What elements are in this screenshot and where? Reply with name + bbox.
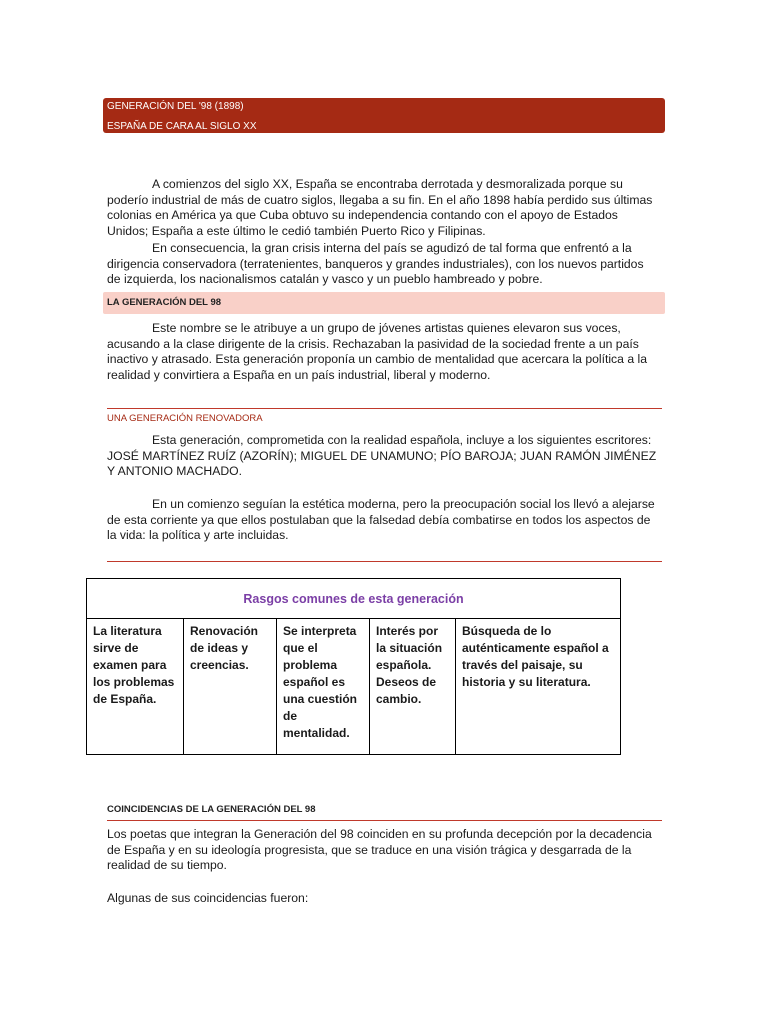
divider-line <box>107 820 662 821</box>
banner-title: GENERACIÓN DEL '98 (1898) <box>107 101 244 112</box>
renovadora-paragraph-2: En un comienzo seguían la estética moderna, pero la preocupación social los llevó a alejarse de esta corriente ya que ellos postulaban que la falsedad debía combatirse en todos los aspectos de la vida: la política y arte incluidas. <box>107 497 655 542</box>
divider-line <box>107 408 662 409</box>
generacion-paragraph: Este nombre se le atribuye a un grupo de jóvenes artistas quienes elevaron sus voces, acusando a la clase dirigente de la crisis. Rechazaban la pasividad de la sociedad frente a un país inactivo y atrasado. Esta generación proponía un cambio de mentalidad que acercara la política a la realidad y convirtiera a España en un país industrial, liberal y moderno. <box>107 321 647 382</box>
table-cell: La literatura sirve de examen para los problemas de España. <box>87 619 184 755</box>
intro-paragraph-1: A comienzos del siglo XX, España se encontraba derrotada y desmoralizada porque su poderío industrial de más de cuatro siglos, llegaba a su fin. En el año 1898 había perdido sus últimas colonias en América ya que Cuba obtuvo su independencia contando con el apoyo de Estados Unidos; España a este último le cedió también Puerto Rico y Filipinas. <box>107 177 653 238</box>
section-heading-coincidencias: COINCIDENCIAS DE LA GENERACIÓN DEL 98 <box>107 804 316 815</box>
title-banner <box>103 98 665 133</box>
intro-paragraph-2: En consecuencia, la gran crisis interna del país se agudizó de tal forma que enfrentó a la dirigencia conservadora (terratenientes, banqueros y grandes industriales), con los nuevos partidos de izquierda, los nacionalismos catalán y vasco y un pueblo hambreado y pobre. <box>107 241 644 286</box>
rasgos-table <box>86 578 621 755</box>
coincidencias-intro: Algunas de sus coincidencias fueron: <box>107 891 309 905</box>
section-heading-generacion: LA GENERACIÓN DEL 98 <box>107 297 222 308</box>
section-heading-bar <box>103 292 665 314</box>
coincidencias-paragraph: Los poetas que integran la Generación del 98 coinciden en su profunda decepción por la decadencia de España y en su ideología progresista, que se traduce en una visión trágica y desgarrada de la realidad de su tiempo. <box>107 827 652 872</box>
banner-subtitle: ESPAÑA DE CARA AL SIGLO XX <box>107 121 257 132</box>
table-cell: Interés por la situación española. Deseos de cambio. <box>370 619 456 755</box>
table-cell: Búsqueda de lo auténticamente español a través del paisaje, su historia y su literatura. <box>456 619 621 755</box>
renovadora-paragraph-1: Esta generación, comprometida con la realidad española, incluye a los siguientes escritores: JOSÉ MARTÍNEZ RUÍZ (AZORÍN); MIGUEL DE UNAMUNO; PÍO BAROJA; JUAN RAMÓN JIMÉNEZ Y ANTONIO MACHADO. <box>107 433 657 478</box>
section-heading-renovadora: UNA GENERACIÓN RENOVADORA <box>107 413 263 424</box>
table-title: Rasgos comunes de esta generación <box>87 579 621 619</box>
divider-line <box>107 561 662 562</box>
table-cell: Se interpreta que el problema español es una cuestión de mentalidad. <box>277 619 370 755</box>
table-cell: Renovación de ideas y creencias. <box>184 619 277 755</box>
